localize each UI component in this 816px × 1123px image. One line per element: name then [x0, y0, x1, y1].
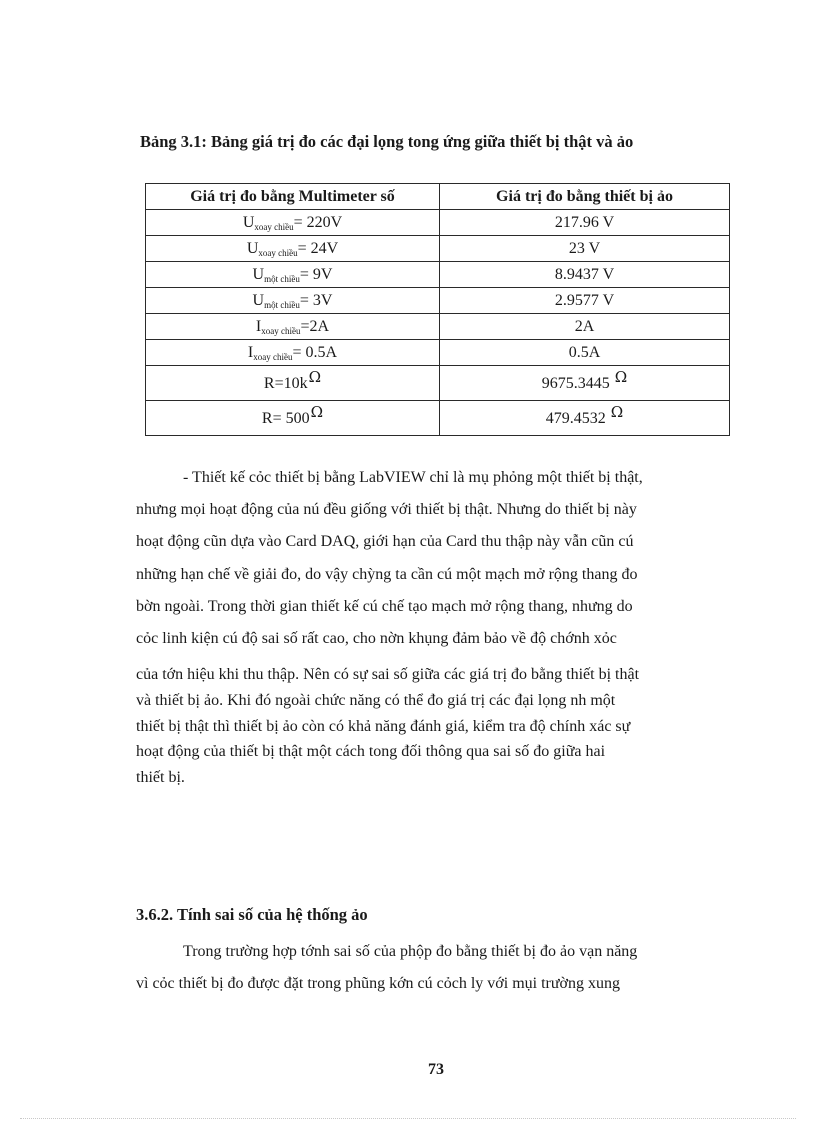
section-heading: 3.6.2. Tính sai số của hệ thống ảo [136, 905, 368, 924]
virtual-value: 23 V [440, 236, 730, 262]
multimeter-value: $I_{xoay chiều}= 0.5A$ [146, 340, 440, 366]
multimeter-value: $I_{xoay chiều}=2A$ [146, 314, 440, 340]
text-line: và thiết bị ảo. Khi đó ngoài chức năng có thể đo giá trị các đại lọng nh một [136, 691, 616, 709]
measurement-table [145, 183, 730, 436]
text-line: hoạt động cũn dựa vào Card DAQ, giới hạn của Card thu thập này vẫn cũn cú [136, 533, 634, 551]
column-header: Giá trị đo bằng thiết bị ảo [440, 184, 730, 210]
table-header-row [146, 184, 730, 210]
text-line: bờn ngoài. Trong thời gian thiết kế cú chế tạo mạch mở rộng thang, nhưng do [136, 597, 633, 615]
multimeter-value: R= 500Ω [146, 401, 440, 436]
table-row [146, 210, 730, 236]
ohm-symbol: Ω [308, 367, 322, 386]
text-line: Trong trường hợp tớnh sai số của phộp đo bằng thiết bị đo ảo vạn năng [183, 943, 638, 960]
multimeter-value: $U_{xoay chiều}= 24V$ [146, 236, 440, 262]
ohm-symbol: Ω [614, 367, 628, 386]
text-line: cỏc linh kiện cú độ sai số rất cao, cho nờn khụng đảm bảo về độ chớnh xỏc [136, 630, 617, 648]
text-line: thiết bị thật thì thiết bị ảo còn có khả năng đánh giá, kiểm tra độ chính xác sự [136, 717, 631, 735]
table-row [146, 262, 730, 288]
virtual-value: 2.9577 V [440, 288, 730, 314]
text-line: nhưng mọi hoạt động của nú đều giống với thiết bị thật. Nhưng do thiết bị này [136, 501, 637, 519]
multimeter-value: R=10kΩ [146, 366, 440, 401]
virtual-value: 8.9437 V [440, 262, 730, 288]
table-row [146, 288, 730, 314]
ohm-symbol: Ω [310, 402, 324, 421]
section-paragraph [136, 936, 738, 1000]
virtual-value: 2A [440, 314, 730, 340]
text-line: - Thiết kế cỏc thiết bị bằng LabVIEW chỉ là mụ phỏng một thiết bị thật, [183, 469, 643, 486]
virtual-value: 0.5A [440, 340, 730, 366]
table-row [146, 340, 730, 366]
text-line: của tớn hiệu khi thu thập. Nên có sự sai số giữa các giá trị đo bằng thiết bị thật [136, 666, 640, 683]
table-row [146, 314, 730, 340]
multimeter-value: $U_{một chiều}= 9V$ [146, 262, 440, 288]
table-row [146, 366, 730, 401]
table-row [146, 401, 730, 436]
body-paragraph-lower [136, 662, 738, 791]
page-bottom-divider [20, 1118, 796, 1119]
text-line: hoạt động của thiết bị thật một cách tong đối thông qua sai số đo giữa hai [136, 743, 606, 761]
table-caption: Bảng 3.1: Bảng giá trị đo các đại lọng tong ứng giữa thiết bị thật và ảo [140, 132, 634, 151]
text-line: vì cỏc thiết bị đo được đặt trong phũng kớn cú cỏch ly với mụi trường xung [136, 975, 620, 993]
virtual-value: 217.96 V [440, 210, 730, 236]
page-number: 73 [428, 1061, 444, 1078]
body-paragraph-upper [136, 462, 738, 655]
multimeter-value: $U_{một chiều}= 3V$ [146, 288, 440, 314]
virtual-value: 479.4532 Ω [440, 401, 730, 436]
table-row [146, 236, 730, 262]
ohm-symbol: Ω [610, 402, 624, 421]
multimeter-value: $U_{xoay chiều}= 220V$ [146, 210, 440, 236]
virtual-value: 9675.3445 Ω [440, 366, 730, 401]
column-header: Giá trị đo bằng Multimeter số [146, 184, 440, 210]
text-line: thiết bị. [136, 769, 185, 787]
text-line: những hạn chế về giải đo, do vậy chỳng ta cần cú một mạch mở rộng thang đo [136, 565, 638, 583]
